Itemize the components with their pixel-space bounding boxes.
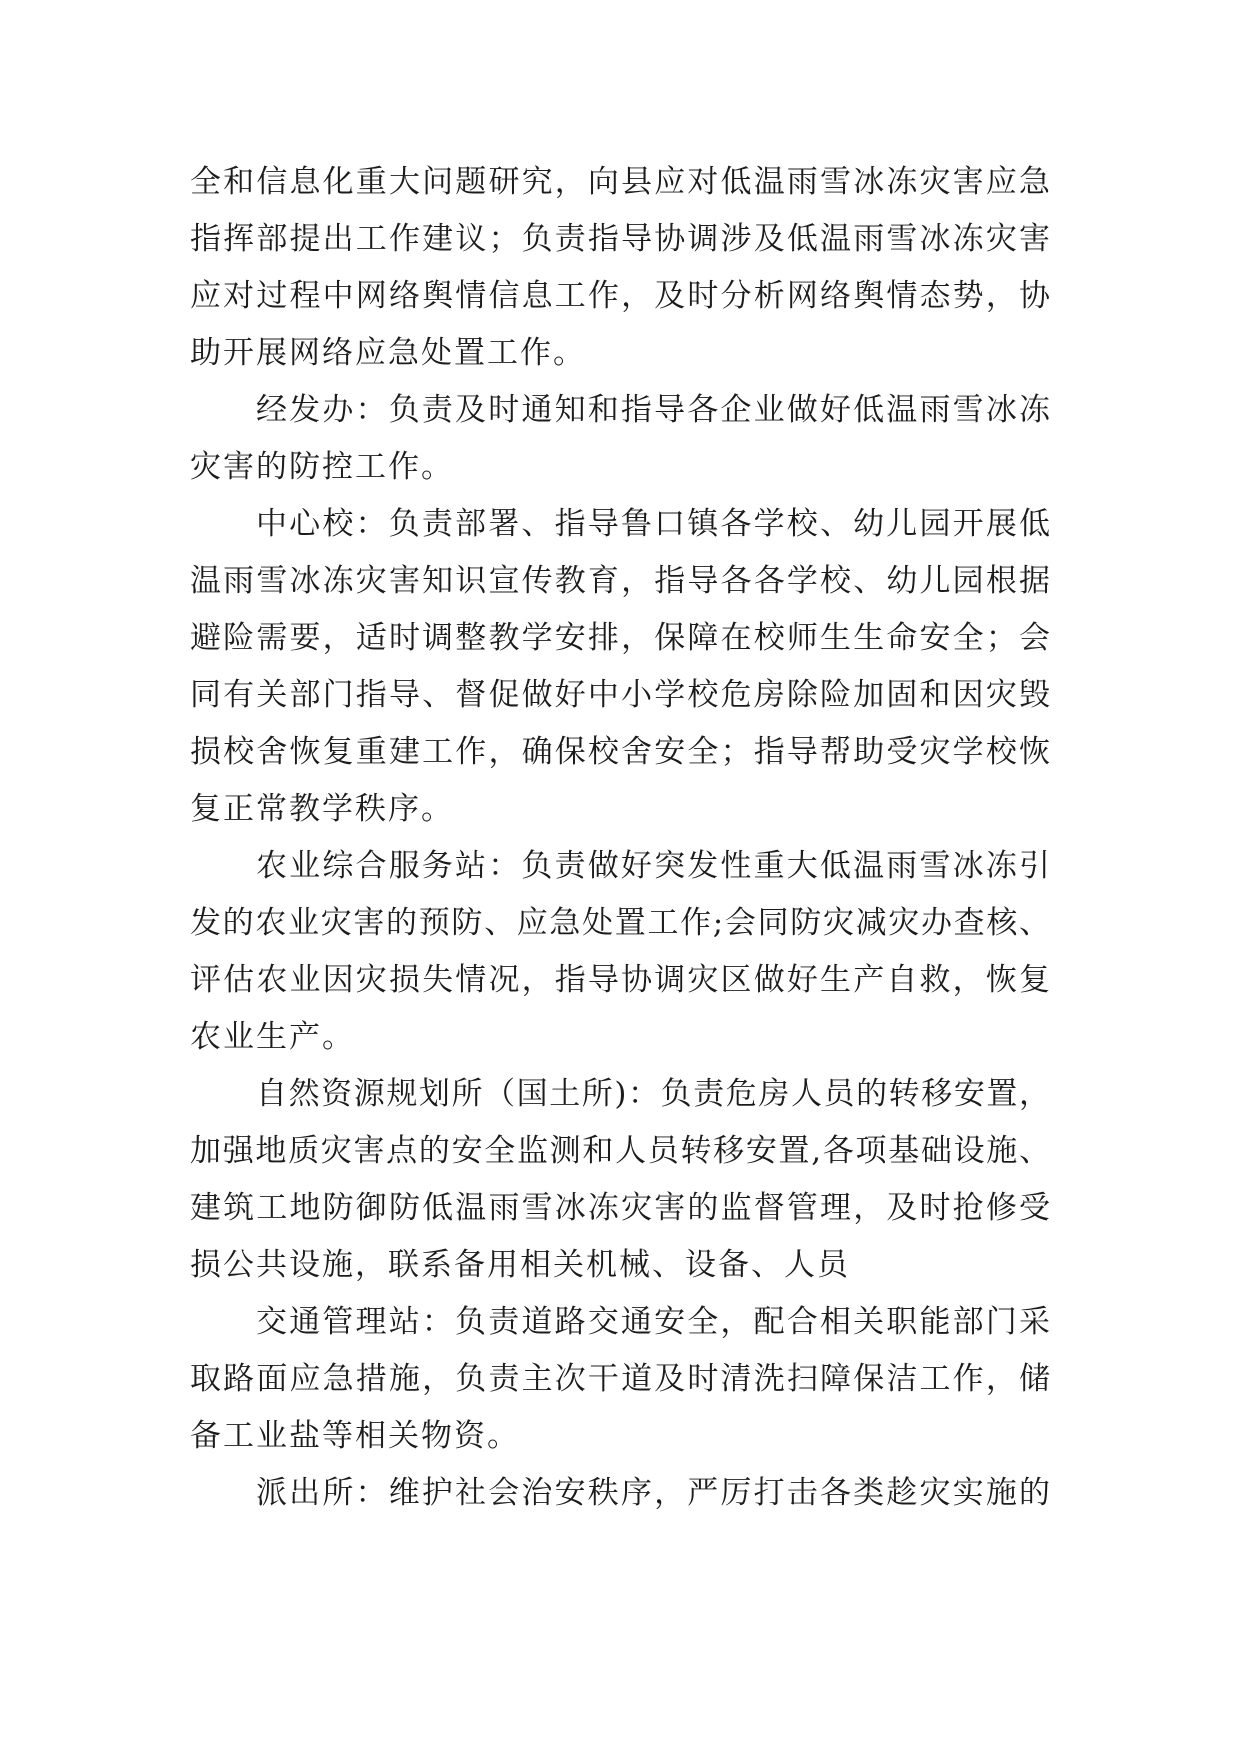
paragraph-line: 经发办：负责及时通知和指导各企业做好低温雨雪冰冻 [256, 392, 1050, 428]
paragraph-line: 加强地质灾害点的安全监测和人员转移安置,各项基础设施、 [190, 1133, 1050, 1169]
paragraph-agriculture-station [190, 838, 1050, 1066]
paragraph-line: 交通管理站：负责道路交通安全，配合相关职能部门采 [256, 1304, 1050, 1340]
paragraph-line: 农业综合服务站：负责做好突发性重大低温雨雪冰冻引 [256, 848, 1050, 884]
paragraph-line: 派出所：维护社会治安秩序，严厉打击各类趁灾实施的 [256, 1475, 1050, 1511]
paragraph-line: 取路面应急措施，负责主次干道及时清洗扫障保洁工作，储 [190, 1361, 1050, 1397]
paragraph-line: 自然资源规划所（国土所)：负责危房人员的转移安置， [256, 1076, 1050, 1112]
paragraph-line: 备工业盐等相关物资。 [190, 1418, 520, 1454]
paragraph-economic-office [190, 382, 1050, 496]
paragraph-line: 农业生产。 [190, 1019, 355, 1055]
paragraph-line: 评估农业因灾损失情况，指导协调灾区做好生产自救，恢复 [190, 962, 1050, 998]
paragraph-line: 指挥部提出工作建议；负责指导协调涉及低温雨雪冰冻灾害 [190, 221, 1050, 257]
paragraph-central-school [190, 496, 1050, 838]
paragraph-line: 同有关部门指导、督促做好中小学校危房除险加固和因灾毁 [190, 677, 1050, 713]
paragraph-line: 全和信息化重大问题研究，向县应对低温雨雪冰冻灾害应急 [190, 164, 1050, 200]
paragraph-line: 发的农业灾害的预防、应急处置工作;会同防灾减灾办查核、 [190, 905, 1050, 941]
paragraph-line: 灾害的防控工作。 [190, 449, 454, 485]
paragraph-police-station [190, 1465, 1050, 1522]
paragraph-line: 复正常教学秩序。 [190, 791, 454, 827]
paragraph-line: 损公共设施，联系备用相关机械、设备、人员 [190, 1247, 850, 1283]
paragraph-continuation [190, 154, 1050, 382]
paragraph-line: 损校舍恢复重建工作，确保校舍安全；指导帮助受灾学校恢 [190, 734, 1050, 770]
paragraph-line: 避险需要，适时调整教学安排，保障在校师生生命安全；会 [190, 620, 1050, 656]
paragraph-line: 助开展网络应急处置工作。 [190, 335, 586, 371]
paragraph-natural-resources [190, 1066, 1050, 1294]
document-body [190, 154, 1050, 1522]
paragraph-traffic-station [190, 1294, 1050, 1465]
paragraph-line: 建筑工地防御防低温雨雪冰冻灾害的监督管理，及时抢修受 [190, 1190, 1050, 1226]
paragraph-line: 应对过程中网络舆情信息工作，及时分析网络舆情态势，协 [190, 278, 1050, 314]
paragraph-line: 中心校：负责部署、指导鲁口镇各学校、幼儿园开展低 [256, 506, 1050, 542]
paragraph-line: 温雨雪冰冻灾害知识宣传教育，指导各各学校、幼儿园根据 [190, 563, 1050, 599]
